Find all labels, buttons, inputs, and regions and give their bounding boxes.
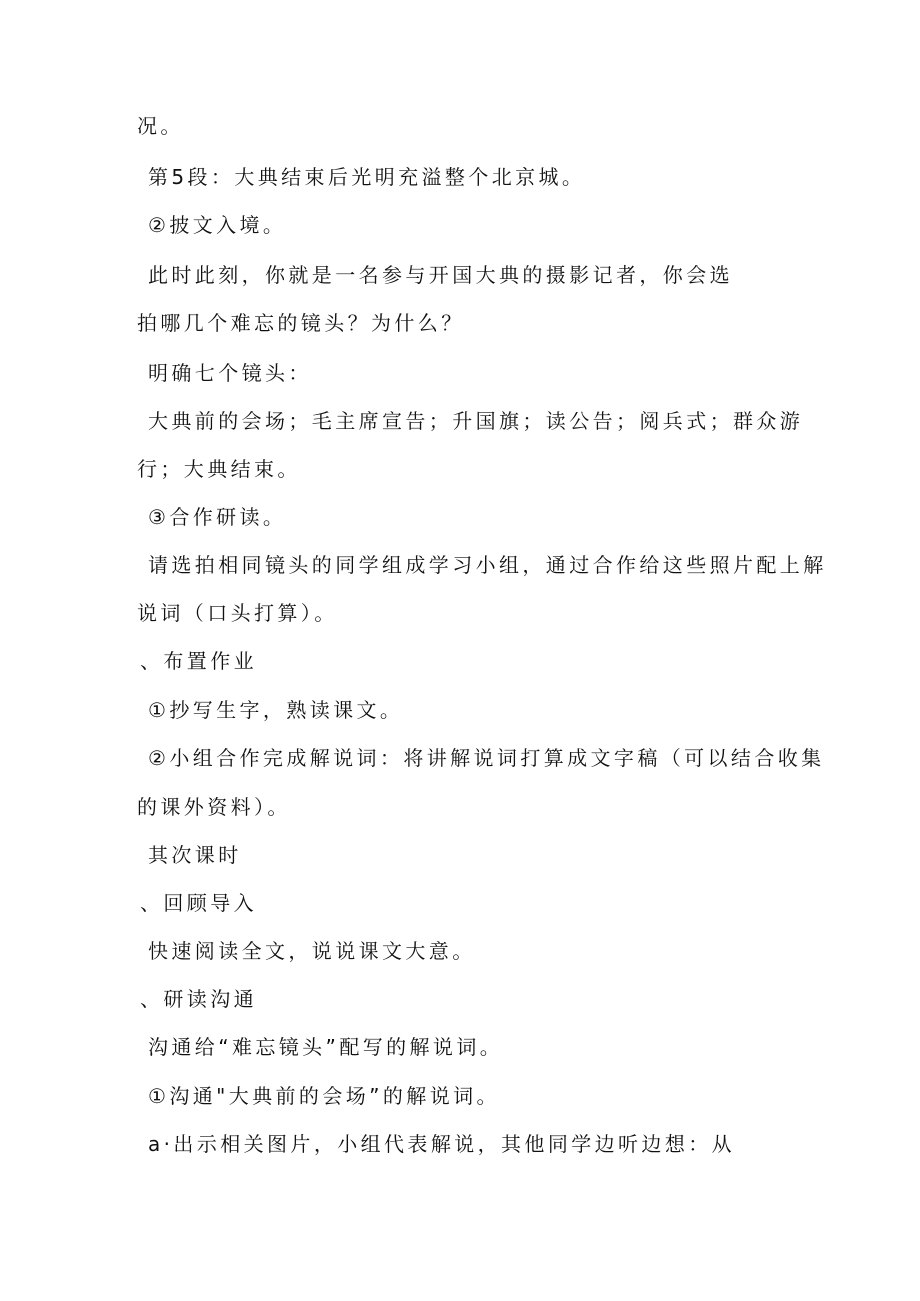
text-line: 的课外资料）。 — [137, 795, 291, 819]
text-line: a·出示相关图片，小组代表解说，其他同学边听边想：从 — [148, 1132, 736, 1156]
text-line: 拍哪几个难忘的镜头？为什么？ — [137, 311, 465, 335]
text-line: 沟通给“难忘镜头”配写的解说词。 — [148, 1035, 504, 1059]
text-line: 明确七个镜头： — [148, 361, 312, 385]
text-line: 快速阅读全文，说说课文大意。 — [148, 939, 476, 963]
text-line: 、回顾导入 — [140, 891, 257, 915]
text-line: ①沟通"大典前的会场”的解说词。 — [148, 1084, 500, 1108]
text-line: 其次课时 — [148, 843, 242, 867]
text-line: 大典前的会场；毛主席宣告；升国旗；读公告；阅兵式；群众游 — [148, 409, 804, 433]
text-line: 请选拍相同镜头的同学组成学习小组，通过合作给这些照片配上解 — [148, 553, 827, 577]
text-line: 第5段：大典结束后光明充溢整个北京城。 — [148, 165, 586, 189]
text-line: ③合作研读。 — [148, 505, 287, 529]
text-line: 行；大典结束。 — [137, 457, 301, 481]
text-line: 说词（口头打算）。 — [137, 601, 338, 625]
text-line: ①抄写生字，熟读课文。 — [148, 698, 404, 722]
text-line: ②披文入境。 — [148, 213, 287, 237]
text-line: 、布置作业 — [140, 649, 257, 673]
text-line: 、研读沟通 — [140, 987, 257, 1011]
text-line: 此时此刻，你就是一名参与开国大典的摄影记者，你会选 — [148, 263, 733, 287]
text-line: 况。 — [137, 114, 184, 138]
text-line: ②小组合作完成解说词：将讲解说词打算成文字稿（可以结合收集 — [148, 746, 825, 770]
